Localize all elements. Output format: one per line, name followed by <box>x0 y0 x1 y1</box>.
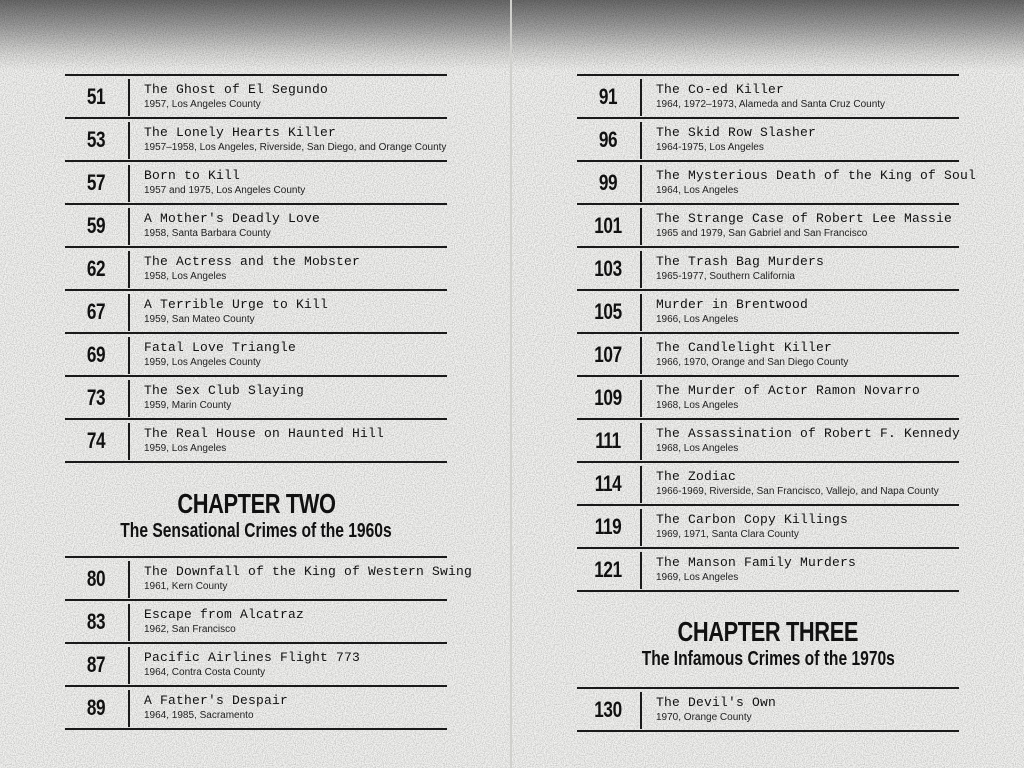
chapter-title: CHAPTER THREE <box>677 616 859 647</box>
entry-subtitle: 1964, 1985, Sacramento <box>144 710 254 721</box>
page-number: 57 <box>86 169 106 195</box>
divider <box>128 165 130 202</box>
toc-entry[interactable] <box>577 160 977 203</box>
toc-entry[interactable] <box>65 685 447 730</box>
toc-entry[interactable] <box>65 556 473 599</box>
chapter-heading <box>572 616 964 670</box>
entry-title: Pacific Airlines Flight 773 <box>144 650 361 665</box>
toc-entry[interactable] <box>65 418 447 463</box>
toc-entry[interactable] <box>577 74 959 117</box>
entry-subtitle: 1959, San Mateo County <box>144 314 255 325</box>
page-number: 51 <box>86 83 106 109</box>
entry-subtitle: 1959, Marin County <box>144 400 232 411</box>
divider <box>640 509 642 546</box>
divider <box>640 208 642 245</box>
toc-entry[interactable] <box>577 117 959 160</box>
entry-subtitle: 1962, San Francisco <box>144 624 236 635</box>
toc-entry[interactable] <box>65 117 447 160</box>
chapter-subtitle: The Sensational Crimes of the 1960s <box>120 520 392 542</box>
divider <box>640 423 642 460</box>
toc-entry[interactable] <box>65 375 447 418</box>
chapter-title: CHAPTER TWO <box>176 488 336 519</box>
entry-subtitle: 1969, Los Angeles <box>656 572 739 583</box>
entry-title: Fatal Love Triangle <box>144 340 297 355</box>
toc-entry[interactable] <box>65 160 447 203</box>
entry-title: The Carbon Copy Killings <box>656 512 849 527</box>
divider <box>128 251 130 288</box>
entry-title: The Trash Bag Murders <box>656 254 825 269</box>
entry-title: The Zodiac <box>656 469 737 484</box>
right-page <box>512 0 1024 768</box>
toc-list <box>577 687 959 732</box>
entry-title: The Actress and the Mobster <box>144 254 361 269</box>
divider <box>640 251 642 288</box>
page-number: 69 <box>86 341 106 367</box>
divider <box>640 380 642 417</box>
toc-entry[interactable] <box>577 687 959 732</box>
entry-title: The Devil's Own <box>656 695 777 710</box>
page-number: 119 <box>594 513 622 539</box>
divider <box>640 294 642 331</box>
divider <box>128 561 130 598</box>
page-number: 74 <box>86 427 106 453</box>
page-number: 107 <box>594 341 622 367</box>
page-number: 130 <box>594 696 622 722</box>
toc-entry[interactable] <box>577 289 959 332</box>
divider <box>128 122 130 159</box>
divider <box>128 647 130 684</box>
divider <box>640 337 642 374</box>
entry-subtitle: 1966, 1970, Orange and San Diego County <box>656 357 849 368</box>
toc-entry[interactable] <box>577 203 959 246</box>
entry-title: The Manson Family Murders <box>656 555 857 570</box>
divider <box>128 79 130 116</box>
divider <box>128 337 130 374</box>
page-number: 99 <box>598 169 618 195</box>
page-number: 83 <box>86 608 106 634</box>
entry-subtitle: 1957–1958, Los Angeles, Riverside, San Diego, and Orange County <box>144 142 447 153</box>
toc-entry[interactable] <box>65 289 447 332</box>
divider <box>640 79 642 116</box>
entry-subtitle: 1965 and 1979, San Gabriel and San Francisco <box>656 228 868 239</box>
page-number: 73 <box>86 384 106 410</box>
entry-subtitle: 1957, Los Angeles County <box>144 99 261 110</box>
toc-entry[interactable] <box>65 599 447 642</box>
page-number: 91 <box>598 83 618 109</box>
entry-title: The Ghost of El Segundo <box>144 82 329 97</box>
toc-entry[interactable] <box>65 642 447 685</box>
entry-title: The Murder of Actor Ramon Novarro <box>656 383 921 398</box>
toc-entry[interactable] <box>65 246 447 289</box>
divider <box>128 690 130 727</box>
entry-title: Murder in Brentwood <box>656 297 809 312</box>
entry-title: A Mother's Deadly Love <box>144 211 321 226</box>
toc-list <box>65 74 447 463</box>
page-number: 105 <box>594 298 622 324</box>
entry-subtitle: 1959, Los Angeles County <box>144 357 261 368</box>
page-number: 96 <box>598 126 618 152</box>
entry-subtitle: 1968, Los Angeles <box>656 400 739 411</box>
page-number: 62 <box>86 255 106 281</box>
entry-subtitle: 1964, Los Angeles <box>656 185 739 196</box>
entry-subtitle: 1958, Santa Barbara County <box>144 228 271 239</box>
entry-title: Escape from Alcatraz <box>144 607 305 622</box>
entry-subtitle: 1970, Orange County <box>656 712 752 723</box>
toc-entry[interactable] <box>65 332 447 375</box>
entry-title: The Strange Case of Robert Lee Massie <box>656 211 953 226</box>
page-number: 89 <box>86 694 106 720</box>
divider <box>640 692 642 729</box>
entry-title: A Terrible Urge to Kill <box>144 297 329 312</box>
page-number: 103 <box>594 255 622 281</box>
page-number: 67 <box>86 298 106 324</box>
entry-subtitle: 1968, Los Angeles <box>656 443 739 454</box>
divider <box>128 208 130 245</box>
toc-entry[interactable] <box>577 547 959 592</box>
entry-title: The Real House on Haunted Hill <box>144 426 385 441</box>
toc-entry[interactable] <box>577 418 959 461</box>
divider <box>640 466 642 503</box>
page-number: 87 <box>86 651 106 677</box>
toc-entry[interactable] <box>577 461 959 504</box>
toc-entry[interactable] <box>577 504 959 547</box>
entry-subtitle: 1966, Los Angeles <box>656 314 739 325</box>
entry-subtitle: 1964, Contra Costa County <box>144 667 266 678</box>
entry-title: The Downfall of the King of Western Swing <box>144 564 473 579</box>
entry-subtitle: 1964, 1972–1973, Alameda and Santa Cruz County <box>656 99 886 110</box>
entry-title: The Assassination of Robert F. Kennedy <box>656 426 961 441</box>
entry-title: A Father's Despair <box>144 693 289 708</box>
entry-subtitle: 1964-1975, Los Angeles <box>656 142 764 153</box>
entry-subtitle: 1958, Los Angeles <box>144 271 227 282</box>
entry-subtitle: 1957 and 1975, Los Angeles County <box>144 185 306 196</box>
divider <box>640 552 642 589</box>
page-number: 109 <box>594 384 622 410</box>
entry-title: The Mysterious Death of the King of Soul <box>656 168 977 183</box>
entry-subtitle: 1965-1977, Southern California <box>656 271 795 282</box>
page-number: 111 <box>595 427 621 453</box>
page-number: 80 <box>86 565 106 591</box>
toc-entry[interactable] <box>577 246 959 289</box>
entry-subtitle: 1961, Kern County <box>144 581 228 592</box>
toc-entry[interactable] <box>577 332 959 375</box>
chapter-subtitle: The Infamous Crimes of the 1970s <box>641 648 895 670</box>
toc-list <box>577 74 977 592</box>
page-number: 53 <box>86 126 106 152</box>
divider <box>128 294 130 331</box>
page-number: 121 <box>594 556 622 582</box>
chapter-heading <box>60 488 452 542</box>
toc-entry[interactable] <box>65 74 447 117</box>
entry-title: The Skid Row Slasher <box>656 125 817 140</box>
entry-title: The Lonely Hearts Killer <box>144 125 337 140</box>
entry-subtitle: 1969, 1971, Santa Clara County <box>656 529 799 540</box>
divider <box>128 423 130 460</box>
entry-subtitle: 1959, Los Angeles <box>144 443 227 454</box>
page-number: 101 <box>594 212 622 238</box>
toc-entry[interactable] <box>65 203 447 246</box>
entry-title: The Candlelight Killer <box>656 340 833 355</box>
entry-title: Born to Kill <box>144 168 241 183</box>
toc-entry[interactable] <box>577 375 959 418</box>
page-number: 59 <box>86 212 106 238</box>
divider <box>128 380 130 417</box>
divider <box>640 122 642 159</box>
entry-title: The Co-ed Killer <box>656 82 785 97</box>
page-number: 114 <box>594 470 622 496</box>
toc-list <box>65 556 473 730</box>
divider <box>640 165 642 202</box>
divider <box>128 604 130 641</box>
entry-title: The Sex Club Slaying <box>144 383 305 398</box>
entry-subtitle: 1966-1969, Riverside, San Francisco, Vallejo, and Napa County <box>656 486 939 497</box>
